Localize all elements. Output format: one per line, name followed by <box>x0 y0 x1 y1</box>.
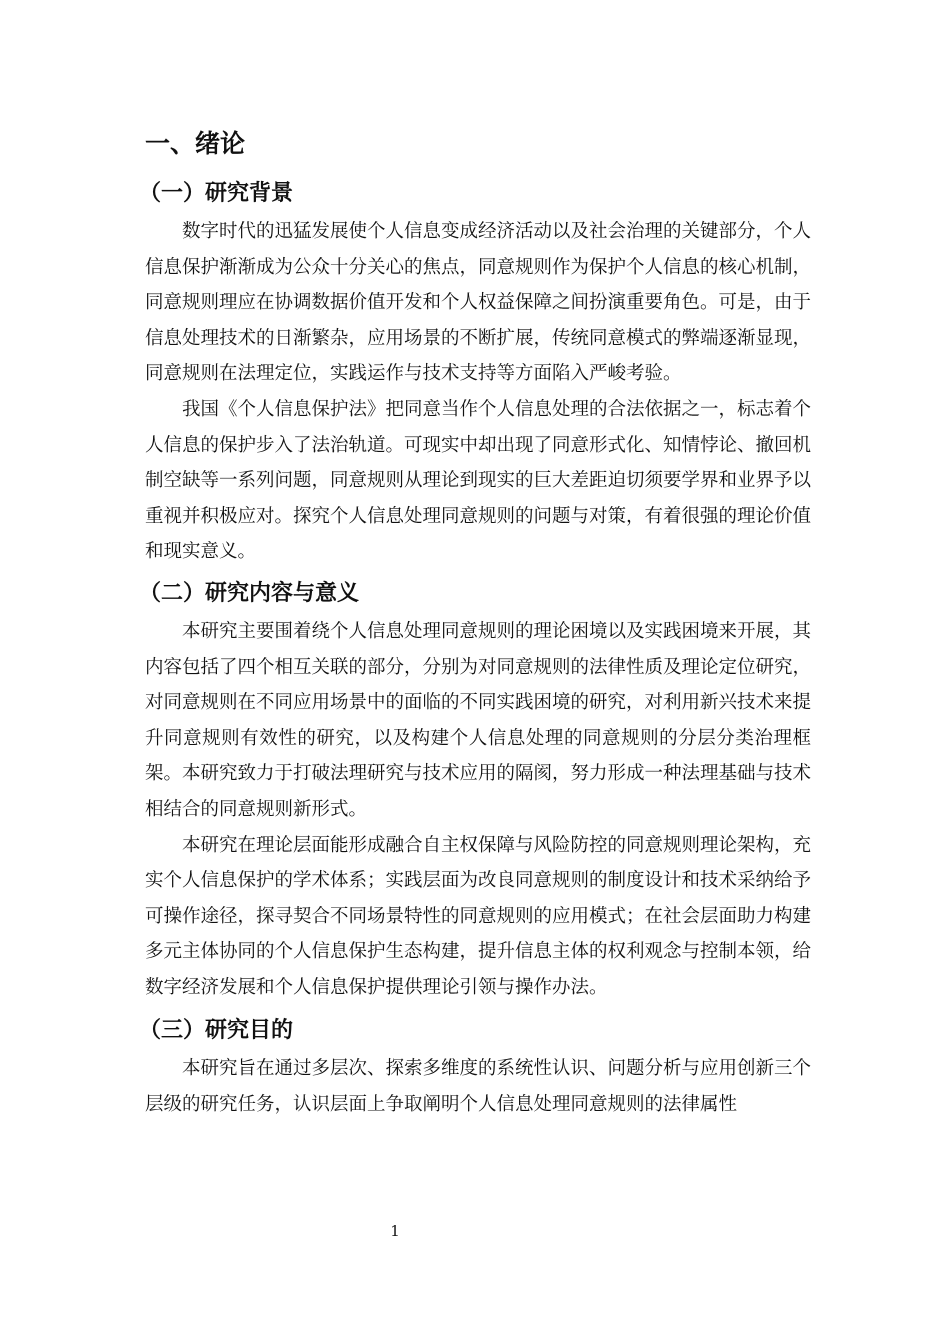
section-title: （二）研究内容与意义 <box>139 580 360 606</box>
section-title: （三）研究目的 <box>139 1018 294 1044</box>
paragraph: 本研究在理论层面能形成融合自主权保障与风险防控的同意规则理论架构，充实个人信息保护的学术体系；实践层面为改良同意规则的制度设计和技术采纳给予可操作途径，探寻契合不同场景特性的同意规则的应用模式；在社会层面助力构建多元主体协同的个人信息保护生态构建，提升信息主体的权利观念与控制本领，给数字经济发展和个人信息保护提供理论引领与操作办法。 <box>145 834 812 998</box>
page-number: 1 <box>390 1222 400 1240</box>
paragraph: 本研究主要围着绕个人信息处理同意规则的理论困境以及实践困境来开展，其内容包括了四个相互关联的部分，分别为对同意规则的法律性质及理论定位研究，对同意规则在不同应用场景中的面临的不同实践困境的研究，对利用新兴技术来提升同意规则有效性的研究，以及构建个人信息处理的同意规则的分层分类治理框架。本研究致力于打破法理研究与技术应用的隔阂，努力形成一种法理基础与技术相结合的同意规则新形式。 <box>145 620 812 820</box>
section-title: （一）研究背景 <box>139 181 294 206</box>
paragraph: 我国《个人信息保护法》把同意当作个人信息处理的合法依据之一，标志着个人信息的保护步入了法治轨道。可现实中却出现了同意形式化、知情悖论、撤回机制空缺等一系列问题，同意规则从理论到现实的巨大差距迫切须要学界和业界予以重视并积极应对。探究个人信息处理同意规则的问题与对策，有着很强的理论价值和现实意义。 <box>145 398 812 563</box>
paragraph: 本研究旨在通过多层次、探索多维度的系统性认识、问题分析与应用创新三个层级的研究任务，认识层面上争取阐明个人信息处理同意规则的法律属性 <box>145 1058 812 1116</box>
section-purpose <box>139 1013 812 1122</box>
page-content <box>139 126 812 1123</box>
section-background <box>139 176 812 570</box>
chapter-title: 一、绪论 <box>145 129 246 158</box>
section-content-significance <box>139 576 812 1006</box>
paragraph: 数字时代的迅猛发展使个人信息变成经济活动以及社会治理的关键部分，个人信息保护渐渐成为公众十分关心的焦点，同意规则作为保护个人信息的核心机制，同意规则理应在协调数据价值开发和个人权益保障之间扮演重要角色。可是，由于信息处理技术的日渐繁杂，应用场景的不断扩展，传统同意模式的弊端逐渐显现，同意规则在法理定位，实践运作与技术支持等方面陷入严峻考验。 <box>145 221 812 385</box>
